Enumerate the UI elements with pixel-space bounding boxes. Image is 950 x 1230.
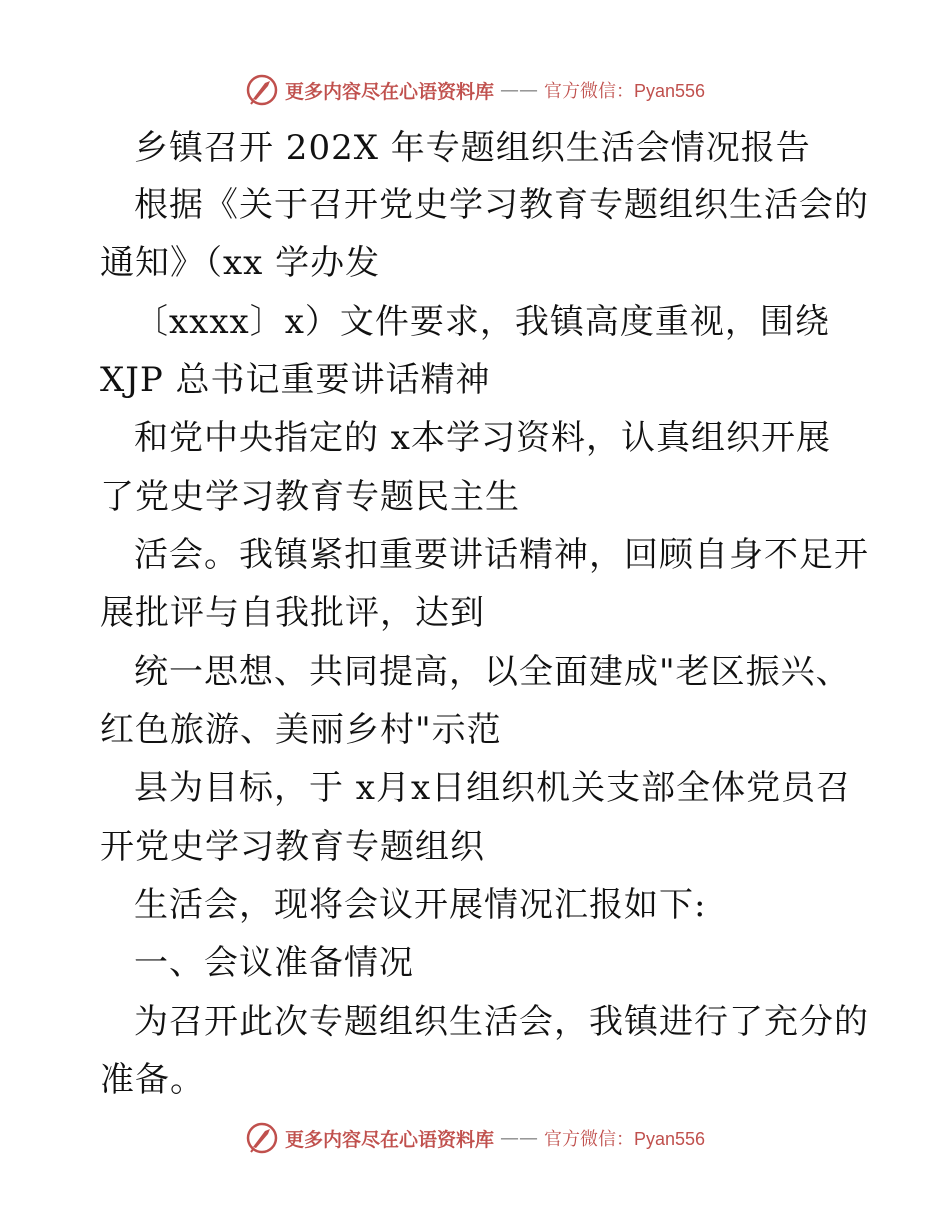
paragraph-line: 准备。 [100, 1060, 205, 1100]
paragraph-line: 红色旅游、美丽乡村"示范 [100, 710, 502, 750]
paragraph-line: 通知》（xx 学办发 [100, 243, 381, 283]
paragraph-line: 统一思想、共同提高，以全面建成"老区振兴、 [134, 652, 851, 692]
paragraph-line: 生活会，现将会议开展情况汇报如下: [134, 885, 707, 925]
footer-banner [0, 1118, 950, 1158]
document-title: 乡镇召开 202X 年专题组织生活会情况报告 [134, 128, 811, 168]
paragraph-line: 和党中央指定的 x本学习资料，认真组织开展 [134, 418, 831, 458]
quill-pen-logo-icon [245, 1121, 279, 1155]
paragraph-line: 活会。我镇紧扣重要讲话精神，回顾自身不足开 [134, 535, 869, 575]
header-banner [0, 70, 950, 110]
banner-wechat-text: 官方微信：Pyan556 [543, 81, 706, 101]
paragraph-line: 开党史学习教育专题组织 [100, 827, 485, 867]
paragraph-line: 县为目标，于 x月x日组织机关支部全体党员召 [134, 768, 852, 808]
paragraph-line: 展批评与自我批评，达到 [100, 593, 485, 633]
banner-brand-text: 更多内容尽在心语资料库 [284, 1128, 494, 1151]
paragraph-line: 为召开此次专题组织生活会，我镇进行了充分的 [134, 1002, 869, 1042]
banner-separator: —— [499, 1127, 538, 1149]
paragraph-line: XJP 总书记重要讲话精神 [100, 360, 491, 400]
paragraph-line: 根据《关于召开党史学习教育专题组织生活会的 [134, 185, 869, 225]
banner-brand-text: 更多内容尽在心语资料库 [284, 80, 494, 103]
paragraph-line: 了党史学习教育专题民主生 [100, 477, 520, 517]
banner-separator: —— [499, 79, 538, 101]
quill-pen-logo-icon [245, 73, 279, 107]
section-heading: 一、会议准备情况 [134, 943, 414, 983]
banner-wechat-text: 官方微信：Pyan556 [543, 1129, 706, 1149]
paragraph-line: 〔xxxx〕x）文件要求，我镇高度重视，围绕 [134, 302, 830, 342]
